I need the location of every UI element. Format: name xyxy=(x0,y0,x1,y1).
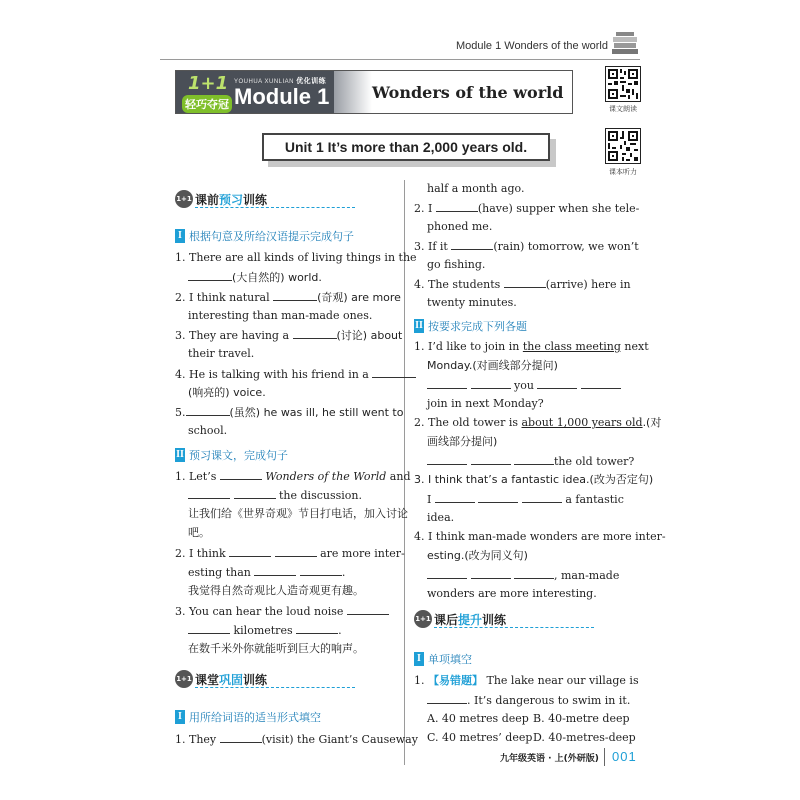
subheader-title: 单项填空 xyxy=(428,653,472,666)
roman-numeral: II xyxy=(176,449,184,460)
answer-blank[interactable] xyxy=(300,565,342,576)
section-after-class xyxy=(414,610,594,630)
unit-title: Unit 1 It’s more than 2,000 years old. xyxy=(284,139,528,155)
qr-code-icon xyxy=(606,67,640,101)
line: (响亮的) voice. xyxy=(188,386,266,399)
line: 画线部分提问) xyxy=(427,435,498,448)
module-label: Module 1 xyxy=(234,84,330,109)
line: 4. The students (arrive) here in xyxy=(414,278,631,291)
section-label: 课前预习训练 xyxy=(195,193,268,207)
line: 1. There are all kinds of living things in the xyxy=(175,251,417,264)
answer-blank[interactable] xyxy=(504,277,546,288)
line: , man-made xyxy=(427,568,619,583)
line: the old tower? xyxy=(427,454,634,469)
section-pre-class xyxy=(175,190,355,210)
answer-blank[interactable] xyxy=(234,488,276,499)
answer-blank[interactable] xyxy=(478,492,518,503)
answer-blank[interactable] xyxy=(229,546,271,557)
line: 在数千米外你就能听到巨大的响声。 xyxy=(188,642,364,655)
qr-code-listening[interactable] xyxy=(605,128,641,164)
line: you xyxy=(427,378,621,393)
roman-numeral: II xyxy=(415,320,423,331)
section-in-class xyxy=(175,670,355,690)
answer-blank[interactable] xyxy=(220,469,262,480)
line: 2. I (have) supper when she tele- xyxy=(414,202,640,215)
answer-blank[interactable] xyxy=(427,454,467,465)
section-underline xyxy=(195,687,355,688)
answer-blank[interactable] xyxy=(436,201,478,212)
section-emblem: 1+1 xyxy=(175,190,193,208)
answer-blank[interactable] xyxy=(514,568,554,579)
answer-blank[interactable] xyxy=(471,568,511,579)
book-title: 九年级英语 · 上(外研版) xyxy=(500,754,599,764)
line: Monday.(对画线部分提问) xyxy=(427,359,558,372)
answer-blank[interactable] xyxy=(471,454,511,465)
answer-blank[interactable] xyxy=(275,546,317,557)
line: 1. 【易错题】 The lake near our village is xyxy=(414,674,639,687)
subheader-title: 用所给词语的适当形式填空 xyxy=(189,711,321,724)
answer-blank[interactable] xyxy=(254,565,296,576)
answer-blank[interactable] xyxy=(372,367,416,378)
roman-numeral: I xyxy=(414,652,424,666)
brand-badge-top: 1+1 xyxy=(188,73,229,94)
answer-blank[interactable] xyxy=(581,378,621,389)
option-c[interactable]: C. 40 metres’ deep xyxy=(427,731,533,744)
line: 3. You can hear the loud noise xyxy=(175,604,389,619)
module-banner-dark xyxy=(176,71,334,113)
answer-blank[interactable] xyxy=(471,378,511,389)
line: 3. If it (rain) tomorrow, we won’t xyxy=(414,240,639,253)
line: interesting than man-made ones. xyxy=(188,309,373,322)
line: 1. Let’s Wonders of the World and xyxy=(175,470,411,483)
line: 5. (虽然) he was ill, he still went to xyxy=(175,406,404,419)
qr-caption-reading: 课文朗读 xyxy=(609,105,637,113)
answer-blank[interactable] xyxy=(427,378,467,389)
line: 2. The old tower is about 1,000 years old.(对 xyxy=(414,416,662,429)
line: 4. I think man-made wonders are more inter- xyxy=(414,530,666,543)
answer-blank[interactable] xyxy=(347,604,389,615)
option-b[interactable]: B. 40-metre deep xyxy=(533,712,630,725)
line: school. xyxy=(188,424,228,437)
line: kilometres . xyxy=(188,623,342,638)
section-label: 课堂巩固训练 xyxy=(195,673,268,687)
section-emblem: 1+1 xyxy=(414,610,432,628)
line: esting than . xyxy=(188,566,346,579)
section-label: 课后提升训练 xyxy=(434,613,507,627)
answer-blank[interactable] xyxy=(293,328,337,339)
error-prone-tag: 【易错题】 xyxy=(428,674,483,687)
line: 1. They (visit) the Giant’s Causeway xyxy=(175,733,418,746)
section-underline xyxy=(195,207,355,208)
section-emblem: 1+1 xyxy=(175,670,193,688)
answer-blank[interactable] xyxy=(514,454,554,465)
subheader-title: 按要求完成下列各题 xyxy=(428,320,527,333)
line: 吧。 xyxy=(188,526,210,539)
page-footer xyxy=(500,748,640,768)
roman-numeral: I xyxy=(175,710,185,724)
option-a[interactable]: A. 40 metres deep xyxy=(427,712,529,725)
answer-blank[interactable] xyxy=(427,693,467,704)
line: join in next Monday? xyxy=(427,397,544,410)
line: I a fantastic xyxy=(427,493,624,506)
books-icon xyxy=(610,30,640,58)
option-d[interactable]: D. 40-metres-deep xyxy=(533,731,636,744)
line: 让我们给《世界奇观》节目打电话，加入讨论 xyxy=(188,507,408,520)
brand-line: YOUHUA XUNLIAN 优化训练 xyxy=(234,78,327,85)
line: idea. xyxy=(427,511,455,524)
answer-blank[interactable] xyxy=(427,568,467,579)
line: 4. He is talking with his friend in a xyxy=(175,367,416,382)
section-underline xyxy=(434,627,594,628)
banner-gradient xyxy=(334,71,372,113)
line: the discussion. xyxy=(188,488,362,503)
line: 3. I think that’s a fantastic idea.(改为否定句) xyxy=(414,473,654,486)
line: 我觉得自然奇观比人造奇观更有趣。 xyxy=(188,584,364,597)
page-number: 001 xyxy=(612,749,637,764)
line: phoned me. xyxy=(427,220,493,233)
answer-blank[interactable] xyxy=(220,732,262,743)
footer-divider xyxy=(604,748,605,766)
answer-blank[interactable] xyxy=(296,623,338,634)
subheader-title: 根据句意及所给汉语提示完成句子 xyxy=(189,230,354,243)
line: go fishing. xyxy=(427,258,486,271)
answer-blank[interactable] xyxy=(188,270,232,281)
running-header xyxy=(0,30,800,60)
line: their travel. xyxy=(188,347,255,360)
line: 2. I think natural (奇观) are more xyxy=(175,291,401,304)
answer-blank[interactable] xyxy=(188,623,230,634)
running-title: Module 1 Wonders of the world xyxy=(455,40,608,52)
header-rule xyxy=(160,59,640,60)
module-title: Wonders of the world xyxy=(372,83,564,102)
line: 3. They are having a (讨论) about xyxy=(175,329,403,342)
answer-blank[interactable] xyxy=(435,492,475,503)
line: wonders are more interesting. xyxy=(427,587,597,600)
qr-code-reading[interactable] xyxy=(605,66,641,102)
line: twenty minutes. xyxy=(427,296,517,309)
line: esting.(改为同义句) xyxy=(427,549,528,562)
unit-title-box xyxy=(262,133,550,161)
line: (大自然的) world. xyxy=(188,270,322,285)
qr-caption-listening: 课本听力 xyxy=(609,168,637,176)
roman-numeral: I xyxy=(175,229,185,243)
answer-blank[interactable] xyxy=(451,239,493,250)
brand-badge-bottom: 轻巧夺冠 xyxy=(182,95,232,113)
line: . It’s dangerous to swim in it. xyxy=(427,693,630,708)
answer-blank[interactable] xyxy=(273,290,317,301)
answer-blank[interactable] xyxy=(537,378,577,389)
subheader-title: 预习课文，完成句子 xyxy=(189,449,288,462)
brand-badge xyxy=(182,73,230,111)
line: half a month ago. xyxy=(427,182,525,195)
answer-blank[interactable] xyxy=(188,488,230,499)
line: 2. I think are more inter- xyxy=(175,547,405,560)
module-banner xyxy=(175,70,573,114)
answer-blank[interactable] xyxy=(522,492,562,503)
answer-blank[interactable] xyxy=(186,405,230,416)
qr-code-icon xyxy=(606,129,640,163)
line: 1. I’d like to join in the class meeting next xyxy=(414,340,649,353)
